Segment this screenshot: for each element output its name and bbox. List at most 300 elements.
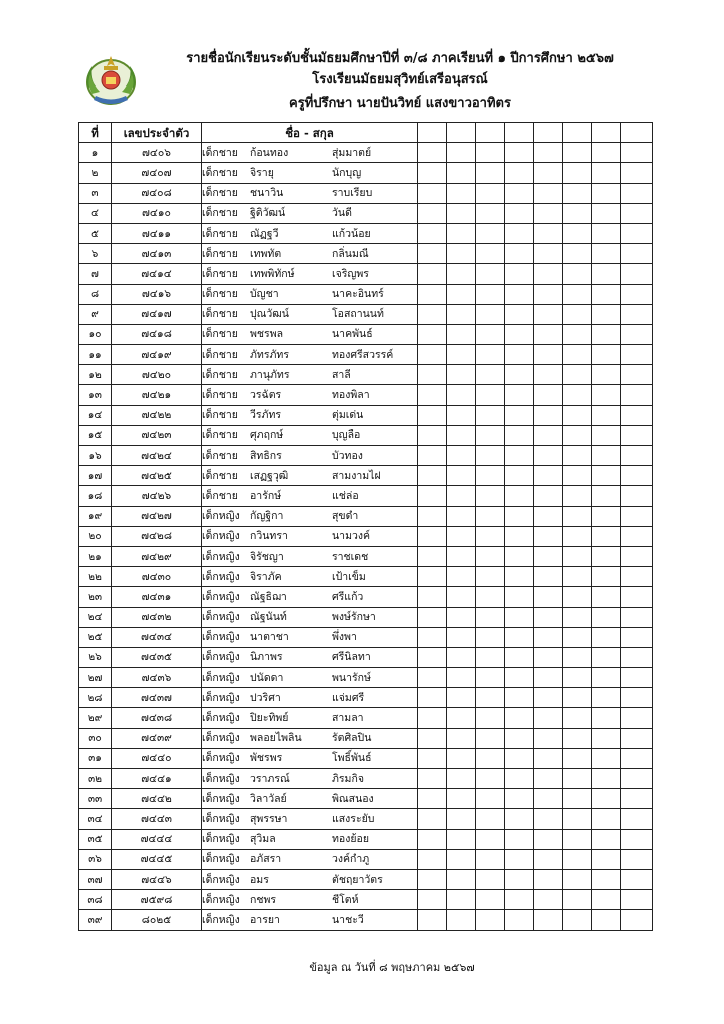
name-title: เด็กหญิง — [202, 792, 240, 805]
row-number: ๑๐ — [79, 324, 112, 344]
blank-cell — [621, 567, 653, 587]
blank-cell — [563, 163, 592, 183]
blank-cell — [505, 849, 534, 869]
row-number: ๒๐ — [79, 526, 112, 546]
column-header-id: เลขประจำตัว — [112, 123, 202, 143]
blank-cell — [418, 143, 447, 163]
blank-cell — [563, 244, 592, 264]
first-name: บัญชา — [250, 288, 279, 301]
last-name: รัตศิลปิน — [332, 732, 372, 745]
blank-cell — [418, 365, 447, 385]
blank-cell — [621, 708, 653, 728]
blank-cell — [563, 607, 592, 627]
student-name — [202, 869, 418, 889]
blank-cell — [476, 466, 505, 486]
blank-cell — [534, 163, 563, 183]
blank-cell — [418, 486, 447, 506]
student-id: ๗๔๑๑ — [112, 223, 202, 243]
row-number: ๔ — [79, 203, 112, 223]
blank-cell — [505, 425, 534, 445]
blank-cell — [563, 425, 592, 445]
row-number: ๑๑ — [79, 345, 112, 365]
first-name: ณัฐธิฌา — [250, 590, 287, 603]
last-name: แช่ล่อ — [332, 489, 359, 502]
first-name: เทพทัต — [250, 247, 282, 260]
blank-cell — [447, 425, 476, 445]
student-id: ๗๔๒๒ — [112, 405, 202, 425]
blank-cell — [592, 890, 621, 910]
table-row — [79, 567, 653, 587]
name-title: เด็กชาย — [202, 288, 238, 301]
blank-cell — [418, 849, 447, 869]
table-row — [79, 668, 653, 688]
blank-cell — [505, 688, 534, 708]
row-number: ๒๑ — [79, 546, 112, 566]
last-name: สุขดำ — [332, 510, 359, 523]
blank-cell — [534, 446, 563, 466]
blank-cell — [418, 183, 447, 203]
blank-cell — [418, 869, 447, 889]
blank-cell — [418, 284, 447, 304]
table-header-row — [79, 123, 653, 143]
table-row — [79, 789, 653, 809]
blank-cell — [621, 829, 653, 849]
student-name — [202, 143, 418, 163]
name-title: เด็กชาย — [202, 429, 238, 442]
blank-cell — [505, 304, 534, 324]
blank-cell — [534, 849, 563, 869]
blank-cell — [476, 627, 505, 647]
student-id: ๗๔๒๗ — [112, 506, 202, 526]
blank-cell — [563, 345, 592, 365]
name-title: เด็กหญิง — [202, 631, 240, 644]
student-id: ๗๔๐๘ — [112, 183, 202, 203]
blank-cell — [534, 143, 563, 163]
last-name: บัวทอง — [332, 449, 363, 462]
last-name: ตุ่มเด่น — [332, 409, 364, 422]
blank-cell — [534, 890, 563, 910]
blank-cell — [447, 688, 476, 708]
row-number: ๑๕ — [79, 425, 112, 445]
blank-cell — [563, 365, 592, 385]
student-id: ๗๔๓๗ — [112, 688, 202, 708]
blank-cell — [592, 789, 621, 809]
name-title: เด็กชาย — [202, 207, 238, 220]
student-name — [202, 466, 418, 486]
blank-cell — [418, 607, 447, 627]
row-number: ๒ — [79, 163, 112, 183]
name-title: เด็กหญิง — [202, 853, 240, 866]
blank-cell — [476, 748, 505, 768]
blank-cell — [447, 466, 476, 486]
blank-cell — [534, 546, 563, 566]
blank-cell — [447, 728, 476, 748]
name-title: เด็กหญิง — [202, 812, 240, 825]
blank-cell — [534, 304, 563, 324]
blank-cell — [476, 244, 505, 264]
student-name — [202, 890, 418, 910]
row-number: ๖ — [79, 244, 112, 264]
blank-cell — [447, 385, 476, 405]
blank-cell — [563, 223, 592, 243]
row-number: ๓๗ — [79, 869, 112, 889]
blank-cell — [418, 385, 447, 405]
name-title: เด็กหญิง — [202, 752, 240, 765]
blank-cell — [534, 405, 563, 425]
first-name: ปนัดดา — [250, 671, 284, 684]
row-number: ๒๘ — [79, 688, 112, 708]
first-name: นิภาพร — [250, 651, 283, 664]
blank-cell — [592, 304, 621, 324]
blank-cell — [534, 769, 563, 789]
blank-cell — [534, 809, 563, 829]
first-name: สุวิมล — [250, 833, 276, 846]
last-name: สาลี — [332, 368, 351, 381]
blank-cell — [563, 587, 592, 607]
blank-cell — [621, 425, 653, 445]
blank-cell — [476, 284, 505, 304]
blank-cell — [418, 425, 447, 445]
blank-cell — [592, 829, 621, 849]
first-name: จิราภัค — [250, 570, 282, 583]
blank-cell — [563, 829, 592, 849]
blank-cell — [447, 869, 476, 889]
table-row — [79, 869, 653, 889]
blank-cell — [505, 163, 534, 183]
first-name: ปิยะทิพย์ — [250, 712, 289, 725]
row-number: ๑๗ — [79, 466, 112, 486]
first-name: ศุภฤกษ์ — [250, 429, 284, 442]
table-row — [79, 324, 653, 344]
blank-cell — [447, 546, 476, 566]
student-id: ๗๔๓๕ — [112, 647, 202, 667]
last-name: สุ่มมาตย์ — [332, 146, 372, 159]
blank-column-header — [592, 123, 621, 143]
student-id: ๗๔๒๑ — [112, 385, 202, 405]
blank-cell — [621, 748, 653, 768]
blank-cell — [563, 203, 592, 223]
student-id: ๘๐๒๕ — [112, 910, 202, 930]
advisor-line: ครูที่ปรึกษา นายปันวิทย์ แสงขาวอาทิตร — [289, 96, 511, 111]
last-name: สามลา — [332, 712, 364, 725]
last-name: กลิ่นมณี — [332, 247, 369, 260]
student-name — [202, 203, 418, 223]
blank-cell — [418, 203, 447, 223]
first-name: จิรายุ — [250, 166, 274, 179]
last-name: ราบเรียบ — [332, 187, 373, 200]
blank-cell — [621, 163, 653, 183]
blank-cell — [447, 748, 476, 768]
blank-cell — [505, 345, 534, 365]
blank-cell — [563, 385, 592, 405]
blank-cell — [505, 587, 534, 607]
blank-cell — [447, 587, 476, 607]
blank-cell — [447, 668, 476, 688]
blank-cell — [534, 910, 563, 930]
first-name: ปุณวัฒน์ — [250, 308, 289, 321]
roster-body — [79, 143, 653, 930]
table-row — [79, 890, 653, 910]
last-name: พึ่งพา — [332, 631, 357, 644]
student-name — [202, 607, 418, 627]
row-number: ๑๔ — [79, 405, 112, 425]
blank-cell — [447, 890, 476, 910]
blank-cell — [592, 506, 621, 526]
table-row — [79, 163, 653, 183]
blank-cell — [447, 143, 476, 163]
student-id: ๗๕๙๘ — [112, 890, 202, 910]
blank-cell — [447, 769, 476, 789]
blank-cell — [418, 627, 447, 647]
blank-cell — [621, 244, 653, 264]
last-name: แก้วน้อย — [332, 227, 371, 240]
student-id: ๗๔๑๘ — [112, 324, 202, 344]
blank-cell — [592, 869, 621, 889]
last-name: บุญลือ — [332, 429, 361, 442]
first-name: วีรภัทร — [250, 409, 282, 422]
blank-cell — [505, 647, 534, 667]
blank-cell — [447, 304, 476, 324]
blank-cell — [534, 829, 563, 849]
blank-cell — [534, 789, 563, 809]
blank-cell — [592, 425, 621, 445]
student-name — [202, 244, 418, 264]
blank-cell — [476, 849, 505, 869]
blank-cell — [534, 324, 563, 344]
blank-cell — [447, 264, 476, 284]
blank-cell — [592, 587, 621, 607]
blank-cell — [534, 627, 563, 647]
student-id: ๗๔๔๕ — [112, 849, 202, 869]
blank-cell — [476, 587, 505, 607]
table-row — [79, 284, 653, 304]
name-title: เด็กชาย — [202, 166, 238, 179]
row-number: ๓๕ — [79, 829, 112, 849]
blank-cell — [447, 506, 476, 526]
blank-cell — [447, 849, 476, 869]
blank-cell — [592, 728, 621, 748]
name-title: เด็กชาย — [202, 389, 238, 402]
column-header-no: ที่ — [79, 123, 112, 143]
blank-cell — [505, 789, 534, 809]
student-roster-table — [78, 122, 653, 931]
blank-cell — [592, 345, 621, 365]
blank-cell — [534, 728, 563, 748]
blank-cell — [418, 769, 447, 789]
blank-cell — [505, 890, 534, 910]
blank-cell — [505, 546, 534, 566]
table-row — [79, 829, 653, 849]
blank-cell — [621, 264, 653, 284]
blank-cell — [563, 708, 592, 728]
blank-cell — [534, 526, 563, 546]
blank-column-header — [476, 123, 505, 143]
blank-cell — [534, 264, 563, 284]
student-id: ๗๔๑๖ — [112, 284, 202, 304]
table-row — [79, 809, 653, 829]
blank-cell — [505, 829, 534, 849]
blank-cell — [418, 324, 447, 344]
name-title: เด็กชาย — [202, 469, 238, 482]
blank-cell — [418, 244, 447, 264]
blank-cell — [563, 324, 592, 344]
blank-cell — [592, 284, 621, 304]
table-row — [79, 688, 653, 708]
blank-cell — [621, 769, 653, 789]
blank-cell — [447, 365, 476, 385]
table-row — [79, 526, 653, 546]
student-id: ๗๔๒๙ — [112, 546, 202, 566]
last-name: วงค์กำภู — [332, 853, 370, 866]
name-title: เด็กชาย — [202, 308, 238, 321]
blank-cell — [621, 607, 653, 627]
blank-cell — [534, 203, 563, 223]
table-row — [79, 264, 653, 284]
blank-cell — [621, 143, 653, 163]
student-name — [202, 506, 418, 526]
name-title: เด็กชาย — [202, 227, 238, 240]
row-number: ๘ — [79, 284, 112, 304]
student-name — [202, 264, 418, 284]
name-title: เด็กหญิง — [202, 570, 240, 583]
name-title: เด็กชาย — [202, 247, 238, 260]
blank-cell — [534, 365, 563, 385]
blank-cell — [592, 910, 621, 930]
row-number: ๑๘ — [79, 486, 112, 506]
row-number: ๗ — [79, 264, 112, 284]
blank-cell — [476, 304, 505, 324]
student-name — [202, 345, 418, 365]
table-row — [79, 627, 653, 647]
student-id: ๗๔๑๐ — [112, 203, 202, 223]
blank-cell — [418, 688, 447, 708]
student-name — [202, 486, 418, 506]
blank-cell — [418, 223, 447, 243]
name-title: เด็กหญิง — [202, 671, 240, 684]
last-name: ชีโตห์ — [332, 893, 359, 906]
first-name: อารยา — [250, 913, 280, 926]
table-row — [79, 405, 653, 425]
blank-cell — [505, 223, 534, 243]
blank-cell — [534, 688, 563, 708]
blank-cell — [447, 284, 476, 304]
table-row — [79, 385, 653, 405]
blank-cell — [592, 223, 621, 243]
blank-cell — [418, 446, 447, 466]
row-number: ๓๒ — [79, 769, 112, 789]
table-row — [79, 183, 653, 203]
blank-cell — [621, 284, 653, 304]
blank-cell — [563, 849, 592, 869]
blank-cell — [592, 849, 621, 869]
first-name: สิทธิกร — [250, 449, 282, 462]
table-row — [79, 647, 653, 667]
blank-cell — [476, 446, 505, 466]
blank-cell — [505, 708, 534, 728]
blank-cell — [592, 244, 621, 264]
student-id: ๗๔๒๕ — [112, 466, 202, 486]
blank-cell — [505, 526, 534, 546]
blank-cell — [592, 143, 621, 163]
blank-cell — [592, 385, 621, 405]
row-number: ๓๙ — [79, 910, 112, 930]
blank-cell — [621, 365, 653, 385]
student-id: ๗๔๔๒ — [112, 789, 202, 809]
first-name: อมร — [250, 873, 269, 886]
row-number: ๒๖ — [79, 647, 112, 667]
blank-cell — [505, 446, 534, 466]
table-row — [79, 446, 653, 466]
blank-cell — [418, 345, 447, 365]
blank-cell — [534, 183, 563, 203]
blank-cell — [563, 183, 592, 203]
table-row — [79, 345, 653, 365]
blank-cell — [447, 345, 476, 365]
blank-cell — [418, 506, 447, 526]
name-title: เด็กหญิง — [202, 732, 240, 745]
student-id: ๗๔๑๙ — [112, 345, 202, 365]
blank-cell — [418, 546, 447, 566]
blank-cell — [621, 486, 653, 506]
student-name — [202, 627, 418, 647]
table-row — [79, 425, 653, 445]
student-name — [202, 567, 418, 587]
blank-cell — [476, 143, 505, 163]
row-number: ๑๙ — [79, 506, 112, 526]
blank-cell — [447, 324, 476, 344]
blank-cell — [621, 849, 653, 869]
blank-cell — [592, 324, 621, 344]
blank-cell — [592, 466, 621, 486]
name-title: เด็กชาย — [202, 409, 238, 422]
table-row — [79, 607, 653, 627]
blank-cell — [621, 446, 653, 466]
document-header — [150, 50, 650, 114]
first-name: พัชรพร — [250, 752, 283, 765]
student-id: ๗๔๐๖ — [112, 143, 202, 163]
blank-cell — [418, 304, 447, 324]
blank-cell — [621, 668, 653, 688]
blank-cell — [505, 567, 534, 587]
student-id: ๗๔๑๗ — [112, 304, 202, 324]
name-title: เด็กชาย — [202, 187, 238, 200]
first-name: กวินทรา — [250, 530, 288, 543]
name-title: เด็กหญิง — [202, 873, 240, 886]
blank-cell — [621, 587, 653, 607]
table-row — [79, 748, 653, 768]
blank-cell — [505, 143, 534, 163]
first-name: ชนาวิน — [250, 187, 284, 200]
table-row — [79, 223, 653, 243]
data-date-note: ข้อมูล ณ วันที่ ๘ พฤษภาคม ๒๕๖๗ — [309, 961, 475, 974]
blank-cell — [592, 748, 621, 768]
table-row — [79, 244, 653, 264]
blank-cell — [476, 425, 505, 445]
blank-cell — [592, 486, 621, 506]
blank-cell — [418, 748, 447, 768]
name-title: เด็กชาย — [202, 348, 238, 361]
student-id: ๗๔๓๒ — [112, 607, 202, 627]
blank-cell — [592, 365, 621, 385]
student-id: ๗๔๒๔ — [112, 446, 202, 466]
row-number: ๓๐ — [79, 728, 112, 748]
blank-cell — [621, 405, 653, 425]
row-number: ๓๓ — [79, 789, 112, 809]
table-row — [79, 486, 653, 506]
blank-cell — [505, 869, 534, 889]
blank-cell — [592, 526, 621, 546]
student-name — [202, 324, 418, 344]
